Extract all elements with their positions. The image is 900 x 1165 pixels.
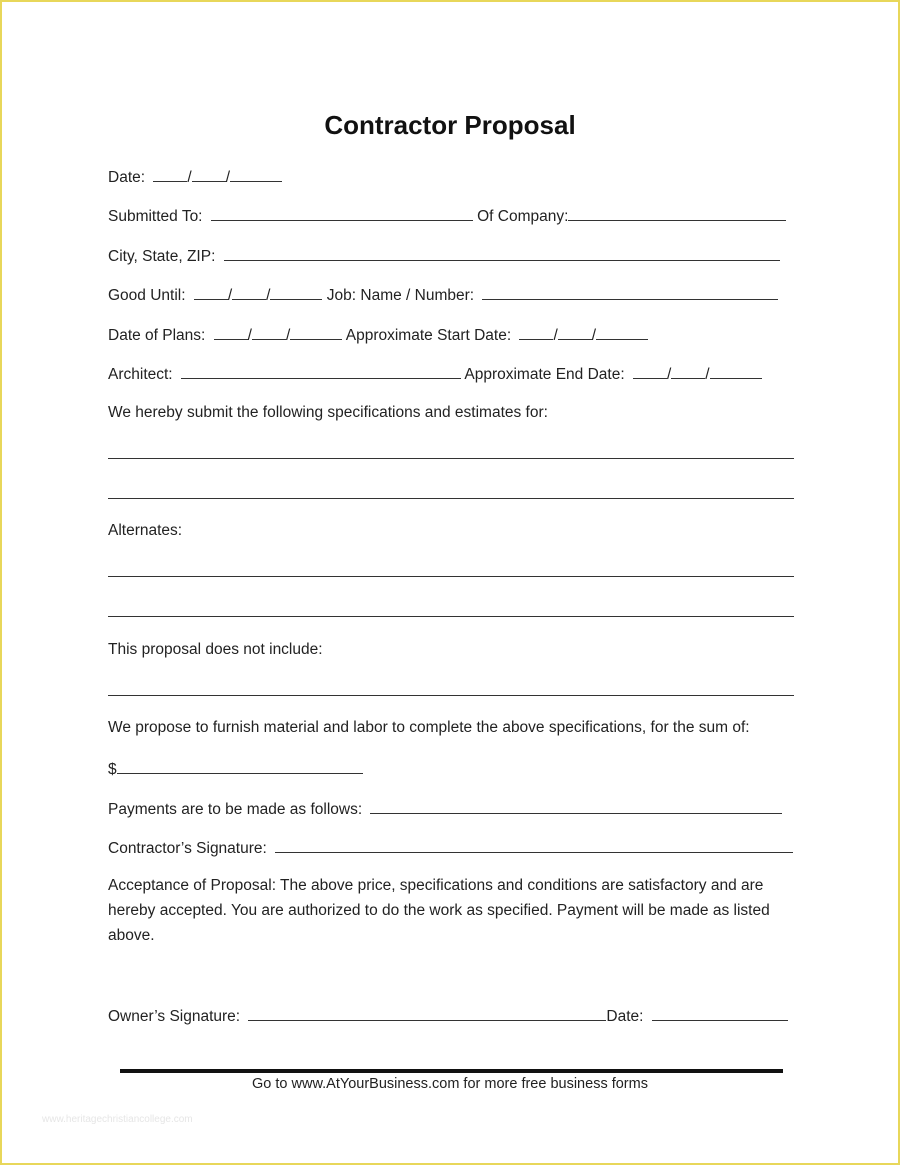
footer-divider xyxy=(120,1069,783,1073)
start-year-field[interactable] xyxy=(596,324,648,340)
good-until-year-field[interactable] xyxy=(270,284,322,300)
page-title: Contractor Proposal xyxy=(324,110,576,140)
dollar-sign: $ xyxy=(108,761,117,778)
owner-signature-label: Owner’s Signature: xyxy=(108,1008,241,1025)
date-month-field[interactable] xyxy=(153,166,187,182)
contractor-signature-field[interactable] xyxy=(275,837,793,853)
contractor-signature-label: Contractor’s Signature: xyxy=(108,840,267,857)
date-label: Date: xyxy=(108,169,146,186)
specs-line-2[interactable] xyxy=(108,498,794,499)
city-state-zip-label: City, State, ZIP: xyxy=(108,248,216,265)
of-company-label: Of Company: xyxy=(477,208,569,225)
architect-label: Architect: xyxy=(108,366,173,383)
owner-signature-row xyxy=(108,1005,788,1027)
owner-date-label: Date: xyxy=(606,1008,644,1025)
payments-row xyxy=(108,798,782,820)
alternates-line-2[interactable] xyxy=(108,616,794,617)
approx-start-date-label: Approximate Start Date: xyxy=(345,327,512,344)
job-name-number-label: Job: Name / Number: xyxy=(326,287,475,304)
owner-signature-field[interactable] xyxy=(248,1005,606,1021)
owner-date-field[interactable] xyxy=(652,1005,788,1021)
good-until-label: Good Until: xyxy=(108,287,186,304)
payments-field[interactable] xyxy=(370,798,782,814)
not-include-heading: This proposal does not include: xyxy=(108,641,323,658)
date-of-plans-label: Date of Plans: xyxy=(108,327,206,344)
start-day-field[interactable] xyxy=(558,324,592,340)
good-until-month-field[interactable] xyxy=(194,284,228,300)
job-name-number-field[interactable] xyxy=(482,284,778,300)
end-month-field[interactable] xyxy=(633,363,667,379)
amount-field[interactable] xyxy=(117,758,363,774)
plans-month-field[interactable] xyxy=(214,324,248,340)
specs-line-1[interactable] xyxy=(108,458,794,459)
date-year-field[interactable] xyxy=(230,166,282,182)
city-state-zip-row xyxy=(108,245,780,267)
city-state-zip-field[interactable] xyxy=(224,245,780,261)
watermark-text: www.heritagechristiancollege.com xyxy=(42,1114,193,1125)
architect-row: Architect: Approximate End Date: / / xyxy=(108,363,762,385)
end-day-field[interactable] xyxy=(671,363,705,379)
date-day-field[interactable] xyxy=(192,166,226,182)
end-year-field[interactable] xyxy=(710,363,762,379)
date-of-plans-row: Date of Plans: / / Approximate Start Date: / / xyxy=(108,324,648,346)
of-company-field[interactable] xyxy=(568,205,786,221)
submitted-to-field[interactable] xyxy=(211,205,473,221)
good-until-row: Good Until: / / Job: Name / Number: xyxy=(108,284,778,306)
amount-row xyxy=(108,758,363,780)
not-include-line[interactable] xyxy=(108,695,794,696)
footer-text: Go to www.AtYourBusiness.com for more free business forms xyxy=(252,1076,648,1092)
date-row: Date: / / xyxy=(108,166,282,188)
specs-heading: We hereby submit the following specifications and estimates for: xyxy=(108,404,548,421)
contractor-signature-row xyxy=(108,837,793,859)
payments-label: Payments are to be made as follows: xyxy=(108,801,363,818)
submitted-to-row xyxy=(108,205,786,227)
alternates-line-1[interactable] xyxy=(108,576,794,577)
alternates-heading: Alternates: xyxy=(108,522,183,539)
plans-year-field[interactable] xyxy=(290,324,342,340)
propose-text: We propose to furnish material and labor to complete the above specifications, for the sum of: xyxy=(108,719,750,736)
good-until-day-field[interactable] xyxy=(232,284,266,300)
approx-end-date-label: Approximate End Date: xyxy=(464,366,625,383)
acceptance-paragraph: Acceptance of Proposal: The above price, specifications and conditions are satisfactory and are hereby accepted. You are authorized to do the work as specified. Payment will be made as listed above. xyxy=(108,877,770,944)
architect-field[interactable] xyxy=(181,363,461,379)
start-month-field[interactable] xyxy=(519,324,553,340)
plans-day-field[interactable] xyxy=(252,324,286,340)
submitted-to-label: Submitted To: xyxy=(108,208,203,225)
